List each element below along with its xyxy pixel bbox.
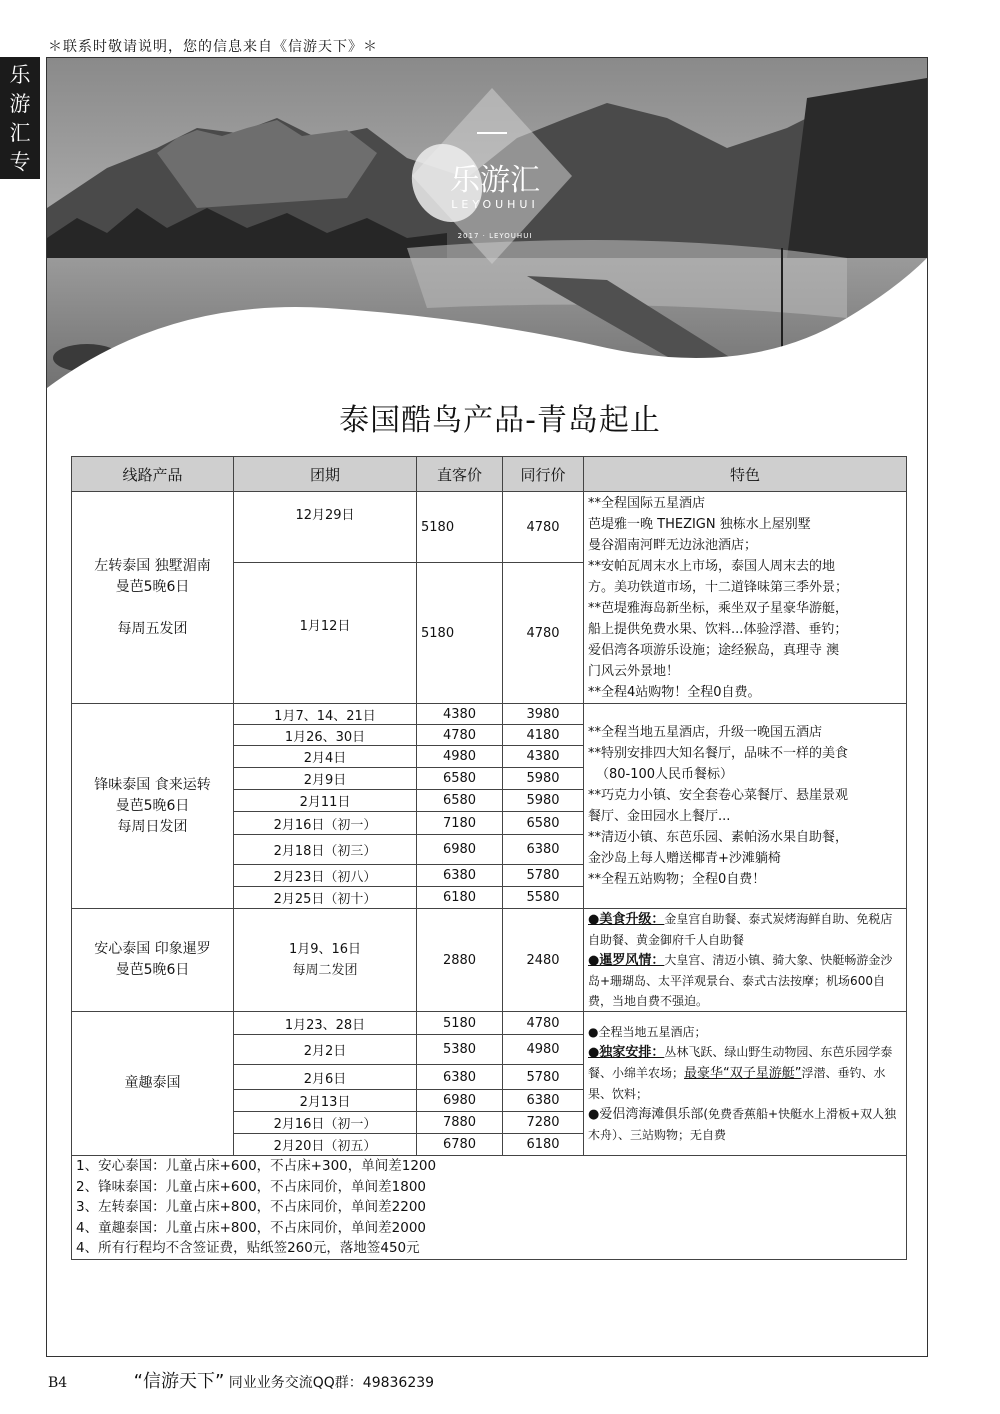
feature-line: 餐厅、金田园水上餐厅... bbox=[588, 809, 731, 824]
feature-line: （80-100人民币餐标） bbox=[596, 767, 734, 782]
route-line: 每周日发团 bbox=[117, 818, 188, 835]
route-line: 曼芭5晚6日 bbox=[115, 962, 190, 978]
route-cell bbox=[72, 704, 234, 909]
date-cell: 2月13日 bbox=[234, 1090, 417, 1112]
feature-item: ●全程当地五星酒店； bbox=[588, 1025, 707, 1039]
date-cell: 2月6日 bbox=[234, 1065, 417, 1090]
side-tab-char: 游 bbox=[9, 92, 31, 116]
route-line: 曼芭5晚6日 bbox=[115, 797, 190, 814]
trade-price: 4780 bbox=[503, 492, 584, 563]
trade-price: 5780 bbox=[503, 865, 584, 887]
feature-line: **特别安排四大知名餐厅，品味不一样的美食 bbox=[588, 746, 849, 761]
feature-text: (免费香蕉船+快艇水上滑板+双人独木舟）、三站购物；无自费 bbox=[588, 1107, 897, 1142]
feature-line: **芭堤雅海岛新坐标，乘坐双子星豪华游艇， bbox=[588, 600, 849, 616]
feature-line: 曼谷湄南河畔无边泳池酒店； bbox=[588, 537, 758, 553]
route-cell bbox=[72, 492, 234, 704]
route-line: 曼芭5晚6日 bbox=[115, 578, 190, 595]
feature-head: ●美食升级： bbox=[588, 912, 665, 927]
direct-price: 6580 bbox=[417, 768, 503, 790]
logo-latin: LEYOUHUI bbox=[451, 198, 539, 211]
footer-brand: “信游天下” bbox=[133, 1371, 225, 1392]
notes-row bbox=[72, 1156, 907, 1260]
feature-line: **巧克力小镇、安全套卷心菜餐厅、悬崖景观 bbox=[588, 788, 849, 803]
feature-line: **全程五站购物；全程0自费！ bbox=[588, 872, 766, 887]
feature-line: **全程当地五星酒店，升级一晚国五酒店 bbox=[588, 725, 823, 740]
route-line: 锋味泰国 食来运转 bbox=[94, 776, 211, 793]
date-cell: 2月20日（初五） bbox=[234, 1134, 417, 1156]
trade-price: 4180 bbox=[503, 725, 584, 746]
feature-highlight: 最豪华“双子星游艇” bbox=[684, 1066, 802, 1081]
feature-line: 船上提供免费水果、饮料...体验浮潜、垂钓； bbox=[588, 621, 848, 637]
date-cell: 2月16日（初一） bbox=[234, 1112, 417, 1134]
side-tab-char: 版 bbox=[9, 179, 31, 203]
col-header: 团期 bbox=[234, 457, 417, 492]
footer-text: 同业业务交流QQ群：49836239 bbox=[228, 1375, 435, 1391]
note-line: 4、所有行程均不含签证费，贴纸签260元，落地签450元 bbox=[76, 1240, 420, 1257]
feature-line: 方。美功铁道市场，十二道锋味第三季外景； bbox=[588, 579, 849, 595]
date-line: 每周二发团 bbox=[292, 963, 358, 978]
footer bbox=[48, 1367, 434, 1393]
feature-line: 门风云外景地！ bbox=[588, 663, 680, 679]
trade-price: 5980 bbox=[503, 768, 584, 790]
date-cell: 2月2日 bbox=[234, 1035, 417, 1065]
direct-price: 6980 bbox=[417, 835, 503, 865]
side-tab-char: 乐 bbox=[9, 63, 31, 87]
date-cell: 2月9日 bbox=[234, 768, 417, 790]
notes-cell bbox=[72, 1156, 907, 1260]
trade-price: 6380 bbox=[503, 835, 584, 865]
feature-line: **全程4站购物！全程0自费。 bbox=[588, 684, 761, 700]
feature-item bbox=[588, 950, 902, 1011]
date-cell: 2月18日（初三） bbox=[234, 835, 417, 865]
trade-price: 4780 bbox=[503, 563, 584, 704]
direct-price: 5180 bbox=[417, 1012, 503, 1035]
trade-price: 6380 bbox=[503, 1090, 584, 1112]
trade-price: 4380 bbox=[503, 746, 584, 768]
route-line: 每周五发团 bbox=[117, 620, 188, 637]
feature-line: 金沙岛上每人赠送椰青+沙滩躺椅 bbox=[588, 851, 781, 866]
date-line: 1月9、16日 bbox=[288, 942, 362, 957]
price-table bbox=[71, 456, 907, 1260]
feature-text: 大皇宫、清迈小镇、骑大象、快艇畅游金沙岛+珊瑚岛、太平洋观景台、泰式古法按摩；机场600自费，当地自费不强迫。 bbox=[588, 953, 893, 1008]
trade-price: 5980 bbox=[503, 790, 584, 812]
logo-year: 2017 · LEYOUHUI bbox=[457, 232, 533, 240]
direct-price: 6180 bbox=[417, 887, 503, 909]
direct-price: 6780 bbox=[417, 1134, 503, 1156]
route-cell bbox=[72, 909, 234, 1012]
features-cell bbox=[584, 704, 907, 909]
feature-line: 爱侣湾各项游乐设施；途经猴岛，真理寺 澳 bbox=[588, 642, 840, 658]
date-cell: 12月29日 bbox=[234, 492, 417, 563]
direct-price: 5180 bbox=[417, 492, 503, 563]
direct-price: 2880 bbox=[417, 909, 503, 1012]
table-row bbox=[72, 492, 907, 563]
direct-price: 6980 bbox=[417, 1090, 503, 1112]
feature-line: **清迈小镇、东芭乐园、素帕汤水果自助餐， bbox=[588, 830, 849, 845]
direct-price: 6380 bbox=[417, 865, 503, 887]
side-tab-char: 汇 bbox=[9, 121, 31, 145]
date-cell: 1月12日 bbox=[234, 563, 417, 704]
top-note: ＊联系时敬请说明，您的信息来自《信游天下》＊ bbox=[48, 39, 378, 55]
feature-head: ●独家安排： bbox=[588, 1045, 665, 1060]
date-cell bbox=[234, 909, 417, 1012]
route-cell bbox=[72, 1012, 234, 1156]
date-cell: 2月16日（初一） bbox=[234, 812, 417, 835]
direct-price: 5380 bbox=[417, 1035, 503, 1065]
trade-price: 3980 bbox=[503, 704, 584, 725]
direct-price: 4980 bbox=[417, 746, 503, 768]
page-number: B4 bbox=[48, 1375, 68, 1391]
route-spacer bbox=[76, 598, 229, 619]
page-title: 泰国酷鸟产品-青岛起止 bbox=[339, 403, 661, 438]
direct-price: 4780 bbox=[417, 725, 503, 746]
trade-price: 6180 bbox=[503, 1134, 584, 1156]
feature-line: **安帕瓦周末水上市场，泰国人周末去的地 bbox=[588, 558, 836, 574]
feature-line: 芭堤雅一晚 THEZIGN 独栋水上屋别墅 bbox=[588, 516, 811, 532]
date-cell: 2月23日（初八） bbox=[234, 865, 417, 887]
side-tab-char: 专 bbox=[9, 150, 31, 174]
features-cell bbox=[584, 1012, 907, 1156]
trade-price: 5580 bbox=[503, 887, 584, 909]
note-line: 1、安心泰国：儿童占床+600，不占床+300，单间差1200 bbox=[76, 1158, 437, 1175]
feature-text: 丛林飞跃、绿山野生动物园、东芭乐园学泰餐、小绵羊农场； bbox=[588, 1045, 893, 1080]
table-row bbox=[72, 909, 907, 1012]
trade-price: 4780 bbox=[503, 1012, 584, 1035]
trade-price: 7280 bbox=[503, 1112, 584, 1134]
note-line: 2、锋味泰国：儿童占床+600，不占床同价，单间差1800 bbox=[76, 1178, 427, 1195]
route-line: 安心泰国 印象暹罗 bbox=[94, 941, 211, 957]
note-line: 4、童趣泰国：儿童占床+800，不占床同价，单间差2000 bbox=[76, 1219, 427, 1236]
feature-line: **全程国际五星酒店 bbox=[588, 495, 706, 511]
table-row bbox=[72, 704, 907, 725]
table-header-row bbox=[72, 457, 907, 492]
trade-price: 5780 bbox=[503, 1065, 584, 1090]
route-line: 童趣泰国 bbox=[124, 1075, 181, 1091]
side-tab bbox=[0, 57, 40, 203]
direct-price: 4380 bbox=[417, 704, 503, 725]
logo-name: 乐游汇 bbox=[450, 163, 540, 198]
feature-item bbox=[588, 1104, 902, 1145]
feature-text: 浮潜、垂钓、水果、饮料； bbox=[588, 1066, 886, 1101]
trade-price: 4980 bbox=[503, 1035, 584, 1065]
date-cell: 2月25日（初十） bbox=[234, 887, 417, 909]
feature-head: ●暹罗风情： bbox=[588, 953, 665, 968]
direct-price: 6380 bbox=[417, 1065, 503, 1090]
col-header: 线路产品 bbox=[72, 457, 234, 492]
note-line: 3、左转泰国：儿童占床+800，不占床同价，单间差2200 bbox=[76, 1199, 427, 1216]
feature-item bbox=[588, 1042, 902, 1104]
col-header: 同行价 bbox=[503, 457, 584, 492]
date-cell: 1月23、28日 bbox=[234, 1012, 417, 1035]
features-cell bbox=[584, 909, 907, 1012]
features-cell bbox=[584, 492, 907, 704]
date-cell: 2月11日 bbox=[234, 790, 417, 812]
table-row bbox=[72, 1012, 907, 1035]
trade-price: 6580 bbox=[503, 812, 584, 835]
date-cell: 1月26、30日 bbox=[234, 725, 417, 746]
col-header: 直客价 bbox=[417, 457, 503, 492]
trade-price: 2480 bbox=[503, 909, 584, 1012]
direct-price: 6580 bbox=[417, 790, 503, 812]
col-header: 特色 bbox=[584, 457, 907, 492]
date-cell: 2月4日 bbox=[234, 746, 417, 768]
route-line: 左转泰国 独墅湄南 bbox=[94, 557, 211, 574]
date-cell: 1月7、14、21日 bbox=[234, 704, 417, 725]
feature-head: ●爱侣湾海滩俱乐部 bbox=[588, 1107, 704, 1122]
direct-price: 5180 bbox=[417, 563, 503, 704]
feature-text: 金皇宫自助餐、泰式炭烤海鲜自助、免税店自助餐、黄金御府千人自助餐 bbox=[588, 912, 893, 947]
feature-item bbox=[588, 909, 902, 950]
direct-price: 7180 bbox=[417, 812, 503, 835]
direct-price: 7880 bbox=[417, 1112, 503, 1134]
